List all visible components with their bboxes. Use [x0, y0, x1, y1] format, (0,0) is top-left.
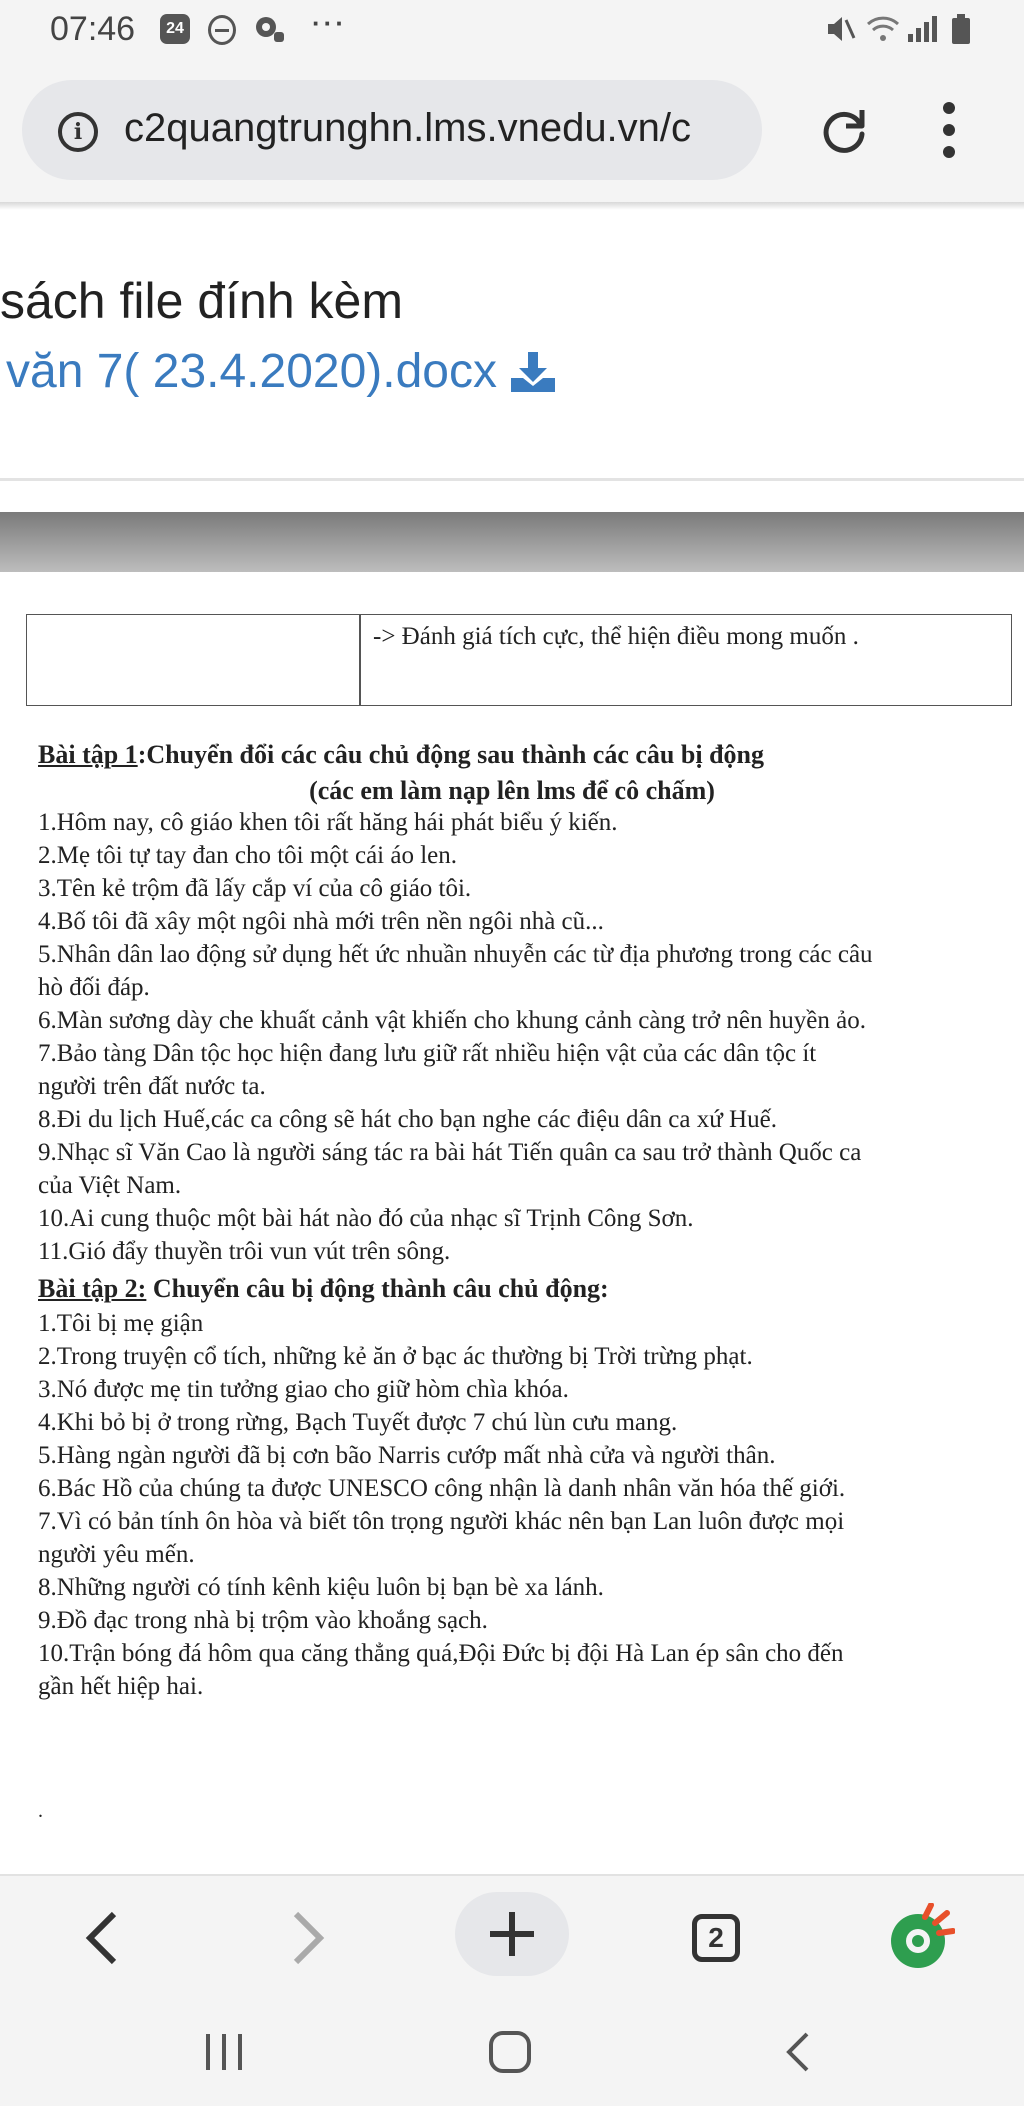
do-not-disturb-icon [208, 15, 236, 45]
list-item: 2.Trong truyện cổ tích, những kẻ ăn ở bạc ác thường bị Trời trừng phạt. [38, 1343, 753, 1370]
overflow-dots: ··· [312, 7, 347, 38]
divider [0, 478, 1024, 481]
back-icon [783, 2030, 813, 2074]
info-icon[interactable]: i [58, 112, 98, 152]
list-item: 2.Mẹ tôi tự tay đan cho tôi một cái áo len. [38, 842, 458, 869]
list-item: 5.Nhân dân lao động sử dụng hết ức nhuần nhuyễn các từ địa phương trong các câu [38, 941, 873, 968]
list-item: hò đối đáp. [38, 974, 150, 1001]
list-item: 3.Nó được mẹ tin tưởng giao cho giữ hòm chìa khóa. [38, 1376, 569, 1403]
document-viewer-header [0, 512, 1024, 572]
exercise-2-list [38, 1307, 1008, 1703]
more-menu-icon[interactable] [942, 102, 956, 162]
exercise-1-subtitle: (các em làm nạp lên lms để cô chấm) [309, 776, 715, 805]
back-button[interactable] [62, 1898, 142, 1978]
list-item: 4.Bố tôi đã xây một ngôi nhà mới trên nền ngôi nhà cũ... [38, 908, 604, 935]
list-item: 11.Gió đẩy thuyền trôi vun vút trên sông. [38, 1238, 451, 1265]
address-bar[interactable] [22, 80, 762, 180]
list-item: 10.Ai cung thuộc một bài hát nào đó của nhạc sĩ Trịnh Công Sơn. [38, 1205, 694, 1232]
list-item: 1.Hôm nay, cô giáo khen tôi rất hăng hái phát biểu ý kiến. [38, 809, 618, 836]
coccoc-menu-button[interactable] [880, 1898, 960, 1978]
mute-icon [824, 14, 856, 44]
calendar-badge-icon: 24 [160, 14, 190, 44]
home-button[interactable] [470, 2012, 550, 2092]
status-bar [0, 0, 1024, 62]
list-item: 6.Màn sương dày che khuất cảnh vật khiến cho khung cảnh càng trở nên huyền ảo. [38, 1007, 866, 1034]
battery-icon [950, 14, 972, 44]
table-cell: -> Đánh giá tích cực, thể hiện điều mong muốn . [373, 623, 859, 650]
recent-apps-button[interactable] [184, 2012, 264, 2092]
list-item: của Việt Nam. [38, 1172, 182, 1199]
home-icon [487, 2029, 533, 2075]
page-heading: sách file đính kèm [0, 273, 403, 329]
exercise-1-list [38, 806, 1008, 1268]
exercise-2-label: Bài tập 2: [38, 1274, 147, 1303]
tab-count: 2 [692, 1914, 740, 1962]
system-navigation-bar [0, 1990, 1024, 2106]
list-item: 6.Bác Hồ của chúng ta được UNESCO công nhận là danh nhân văn hóa thế giới. [38, 1475, 846, 1502]
list-item: 9.Đồ đạc trong nhà bị trộm vào khoắng sạch. [38, 1607, 488, 1634]
document-page [0, 572, 1024, 1874]
list-item: người yêu mến. [38, 1541, 195, 1568]
list-item: người trên đất nước ta. [38, 1073, 266, 1100]
stray-mark: . [38, 1800, 43, 1822]
download-icon[interactable] [509, 350, 557, 394]
file-download-link[interactable] [6, 344, 557, 399]
doc-table [26, 614, 1012, 706]
exercise-1-title: Bài tập 1:Chuyển đổi các câu chủ động sau thành các câu bị động [38, 740, 764, 769]
signal-icon [906, 14, 940, 44]
list-item: 9.Nhạc sĩ Văn Cao là người sáng tác ra bài hát Tiến quân ca sau trở thành Quốc ca [38, 1139, 862, 1166]
recent-apps-icon [202, 2032, 246, 2072]
list-item: 7.Bảo tàng Dân tộc học hiện đang lưu giữ rất nhiều hiện vật của các dân tộc ít [38, 1040, 817, 1067]
list-item: 1.Tôi bị mẹ giận [38, 1310, 204, 1337]
url-text[interactable]: c2quangtrunghn.lms.vnedu.vn/c [124, 106, 692, 150]
list-item: 5.Hàng ngàn người đã bị cơn bão Narris cướp mất nhà cửa và người thân. [38, 1442, 776, 1469]
plus-icon [455, 1892, 569, 1976]
list-item: 3.Tên kẻ trộm đã lấy cắp ví của cô giáo tôi. [38, 875, 472, 902]
chevron-right-icon [288, 1910, 328, 1966]
reload-icon[interactable] [818, 104, 870, 156]
toolbar-shadow [0, 202, 1024, 210]
list-item: 7.Vì có bản tính ôn hòa và biết tôn trọng người khác nên bạn Lan luôn được mọi [38, 1508, 845, 1535]
system-back-button[interactable] [758, 2012, 838, 2092]
forward-button[interactable] [268, 1898, 348, 1978]
chevron-left-icon [82, 1910, 122, 1966]
exercise-2-title: Bài tập 2: Chuyển câu bị động thành câu chủ động: [38, 1274, 609, 1303]
list-item: 10.Trận bóng đá hôm qua căng thẳng quá,Đội Đức bị đội Hà Lan ép sân cho đến [38, 1640, 844, 1667]
location-icon [252, 14, 286, 44]
tabs-button[interactable] [676, 1898, 756, 1978]
list-item: 8.Đi du lịch Huế,các ca công sẽ hát cho bạn nghe các điệu dân ca xứ Huế. [38, 1106, 777, 1133]
list-item: 8.Những người có tính kênh kiệu luôn bị bạn bè xa lánh. [38, 1574, 604, 1601]
wifi-icon [866, 14, 900, 44]
exercise-1-label: Bài tập 1 [38, 740, 138, 769]
file-name[interactable]: văn 7( 23.4.2020).docx [6, 345, 497, 398]
coccoc-logo-icon [885, 1903, 955, 1973]
browser-toolbar [0, 62, 1024, 202]
browser-bottom-bar [0, 1874, 1024, 1992]
new-tab-button[interactable] [455, 1892, 569, 1976]
status-time: 07:46 [50, 10, 136, 48]
list-item: gần hết hiệp hai. [38, 1673, 204, 1700]
list-item: 4.Khi bỏ bị ở trong rừng, Bạch Tuyết được 7 chú lùn cưu mang. [38, 1409, 678, 1436]
